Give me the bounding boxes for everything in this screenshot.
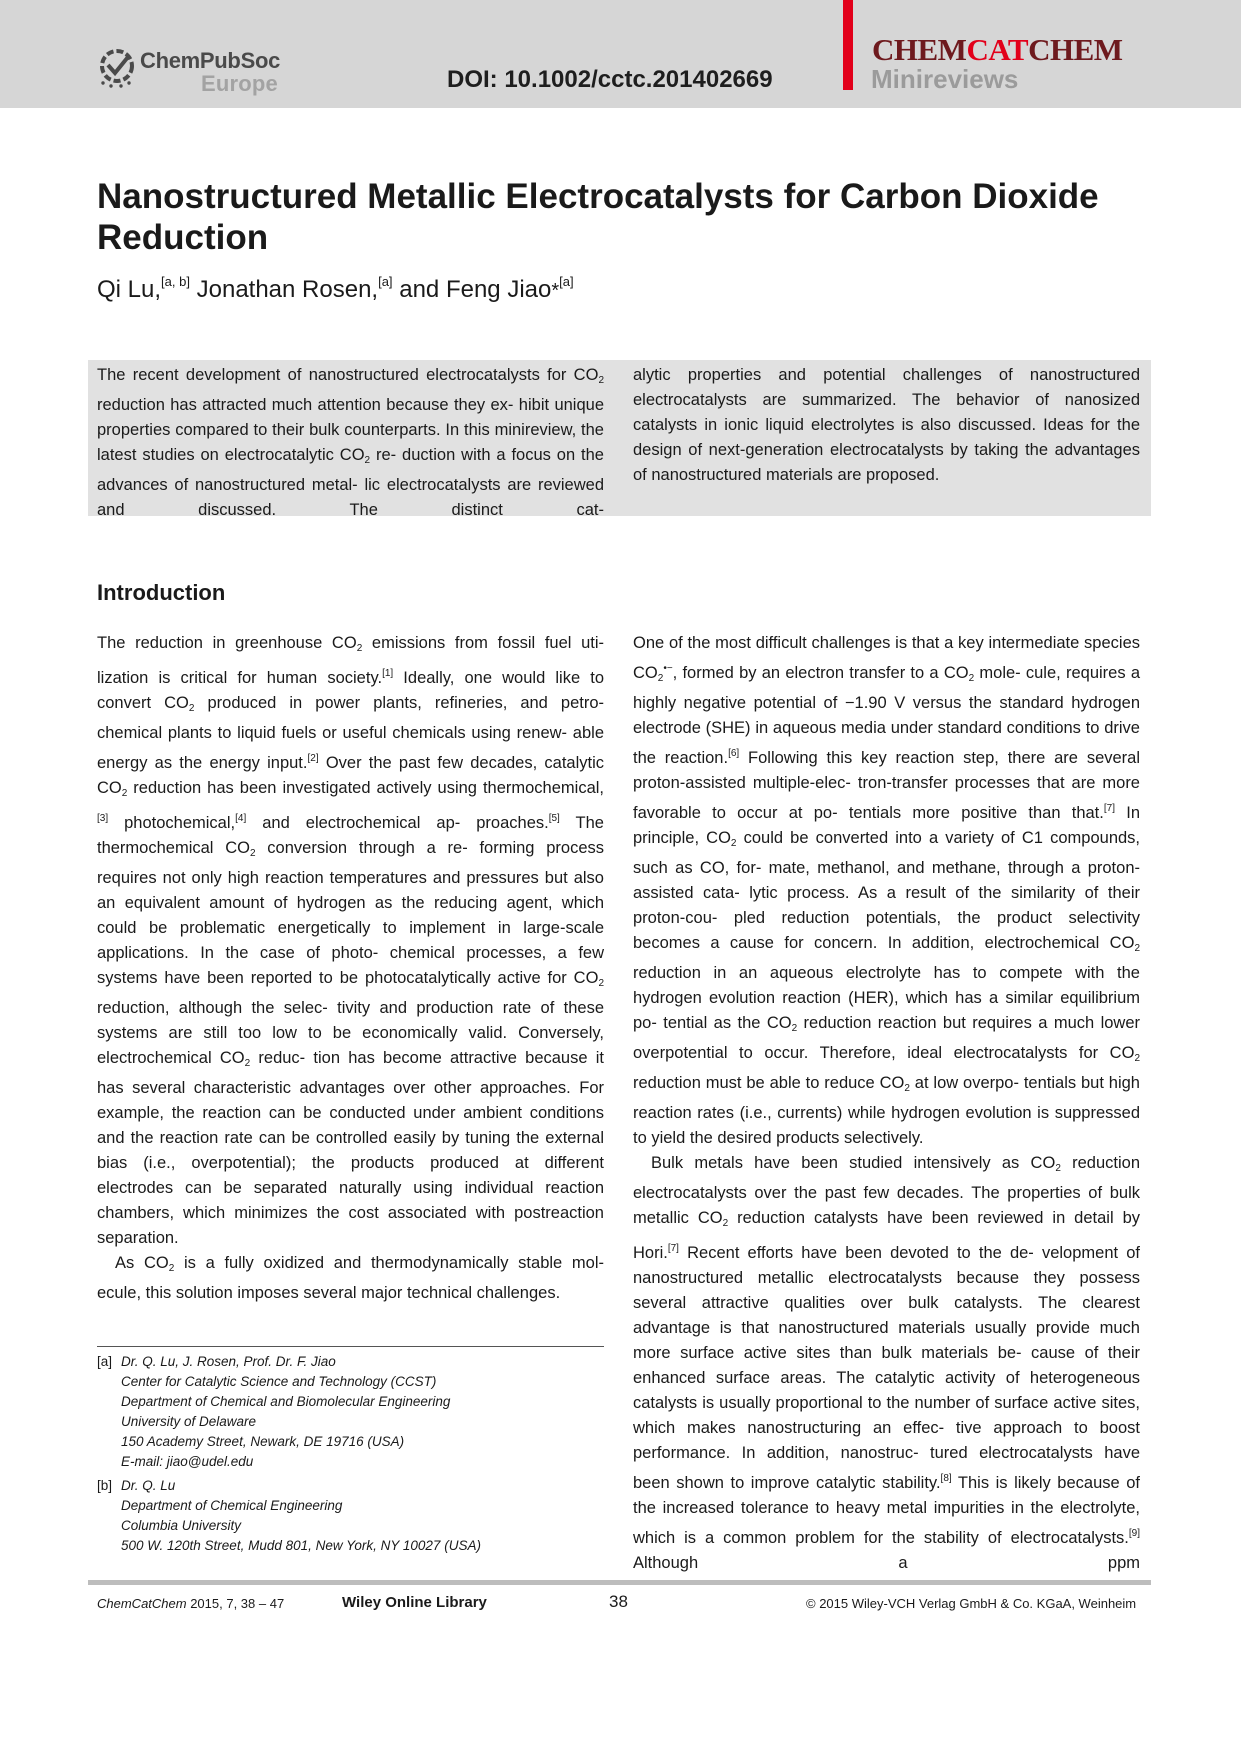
footnote-line: University of Delaware <box>121 1414 257 1429</box>
footnote-line: Center for Catalytic Science and Technology (CCST) <box>121 1374 437 1389</box>
journal-title-part2: CAT <box>966 32 1029 67</box>
footnote-line: Department of Chemical Engineering <box>121 1498 343 1513</box>
page-number: 38 <box>609 1592 628 1611</box>
journal-title-part3: CHEM <box>1028 32 1123 67</box>
author-affiliation: [a] <box>378 274 393 289</box>
author-affiliation: [a, b] <box>161 274 190 289</box>
corresponding-author-mark: * <box>551 280 560 302</box>
journal-title <box>872 32 1123 68</box>
journal-accent-bar <box>843 0 853 90</box>
publisher-logo <box>97 46 297 96</box>
body-paragraph: Bulk metals have been studied intensively as $CO_2$ reduction electrocatalysts over the past few decades. The properties of bulk metallic $CO_2$ reduction catalysts have been reviewed in detail by Hori.[7] Recent efforts have been devoted to the de- velopment of nanostructured metallic electrocatalysts because they possess several attractive qualities over bulk catalysts. The clearest advantage is that nanostructured materials usually provide much more surface active sites than bulk materials be- cause of their enhanced surface areas. The catalytic activity of heterogeneous catalysts is usually proportional to the number of surface active sites, which makes nanostructuring an effec- tive approach to boost performance. In addition, nanostruc- tured electrocatalysts have been shown to improve catalytic stability.[8] This is likely because of the increased tolerance to heavy metal impurities in the electrolyte, which is a common problem for the stability of electrocatalysts.[9] Although a ppm <box>633 1154 1140 1572</box>
footnote-line: Department of Chemical and Biomolecular Engineering <box>121 1394 451 1409</box>
copyright-notice: © 2015 Wiley-VCH Verlag GmbH & Co. KGaA, Weinheim <box>806 1596 1137 1611</box>
article-section: Minireviews <box>871 64 1019 94</box>
footnote-line: 500 W. 120th Street, Mudd 801, New York, NY 10027 (USA) <box>121 1538 481 1553</box>
footer-rule <box>88 1580 1151 1585</box>
body-right-column <box>633 631 1140 1576</box>
wiley-online-library-link[interactable]: Wiley Online Library <box>342 1594 487 1611</box>
footnote-tag: [a] <box>97 1354 113 1369</box>
author-affiliation: [a] <box>559 274 574 289</box>
footnote-line: 150 Academy Street, Newark, DE 19716 (USA) <box>121 1434 405 1449</box>
publisher-region: Europe <box>201 71 278 96</box>
body-paragraph: One of the most difficult challenges is that a key intermediate species $CO_2^{•-}$, formed by an electron transfer to a $CO_2$ mole- cule, requires a highly negative potential of −1.90 V versus the standard hydrogen electrode (SHE) in aqueous media under standard conditions to drive the reaction.[6] Following this key reaction step, there are several proton-assisted multiple-elec- tron-transfer processes that are more favorable to occur at po- tentials more positive than that.[7] In principle, $CO_2$ could be converted into a variety of C1 compounds, such as CO, for- mate, methanol, and methane, through a proton-assisted cata- lytic process. As a result of the similarity of their proton-cou- pled reduction potentials, the product selectivity becomes a cause for concern. In addition, electrochemical $CO_2$ reduction in an aqueous electrolyte has to compete with the hydrogen evolution reaction (HER), which has a similar equilibrium po- tential as the $CO_2$ reduction reaction but requires a much lower overpotential to occur. Therefore, ideal electrocatalysts for $CO_2$ reduction must be able to reduce $CO_2$ at low overpo- tentials but high reaction rates (i.e., currents) while hydrogen evolution is suppressed to yield the desired products selectively. <box>633 634 1141 1147</box>
footnote-email[interactable]: E-mail: jiao@udel.edu <box>121 1454 254 1469</box>
footnote-tag: [b] <box>97 1478 113 1493</box>
footnote-rule <box>97 1346 604 1347</box>
body-paragraph: The reduction in greenhouse $CO_2$ emissions from fossil fuel uti- lization is critical for human society.[1] Ideally, one would like to convert $CO_2$ produced in power plants, refineries, and petro- chemical plants to liquid fuels or useful chemicals using renew- able energy as the energy input.[2] Over the past few decades, catalytic $CO_2$ reduction has been investigated actively using thermochemical,[3] photochemical,[4] and electrochemical ap- proaches.[5] The thermochemical $CO_2$ conversion through a re- forming process requires not only high reaction temperatures and pressures but also an equivalent amount of hydrogen as the reducing agent, which could be problematic energetically to implement in large-scale applications. In the case of photo- chemical processes, a few systems have been reported to be photocatalytically active for $CO_2$ reduction, although the selec- tivity and production rate of these systems are still too low to be economically valid. Conversely, electrochemical $CO_2$ reduc- tion has become attractive because it has several characteristic advantages over other approaches. For example, the reaction can be conducted under ambient conditions and the reaction rate can be controlled easily by tuning the external bias (i.e., overpotential); the products produced at different electrodes can be separated naturally using individual reaction chambers, which minimizes the cost associated with postreaction separation. <box>97 634 605 1247</box>
footnote-b <box>97 1476 604 1556</box>
footer-volume: 2015, 7, 38 – 47 <box>186 1596 285 1611</box>
footer-citation <box>97 1596 284 1611</box>
author-list <box>97 274 574 304</box>
footnote-line: Columbia University <box>121 1518 242 1533</box>
abstract-right-column: alytic properties and potential challenges of nanostructured electrocatalysts are summarized. The behavior of nanosized catalysts in ionic liquid electrolytes is also discussed. Ideas for the design of next-generation electrocatalysts by taking the advantages of nanostructured materials are proposed. <box>633 366 1140 484</box>
author-name: Qi Lu, <box>97 276 162 303</box>
affiliation-footnotes <box>97 1352 604 1560</box>
doi: DOI: 10.1002/cctc.201402669 <box>447 66 773 93</box>
introduction-heading: Introduction <box>97 580 226 605</box>
journal-title-part1: CHEM <box>872 32 967 67</box>
footnote-line: Dr. Q. Lu <box>121 1478 176 1493</box>
publisher-name: ChemPubSoc <box>140 48 281 73</box>
author-name: and Feng Jiao <box>392 276 552 303</box>
body-left-column <box>97 631 604 1306</box>
author-name: Jonathan Rosen, <box>189 276 379 303</box>
footer-journal: ChemCatChem <box>97 1596 187 1611</box>
body-paragraph: As $CO_2$ is a fully oxidized and thermodynamically stable mol- ecule, this solution imposes several major technical challenges. <box>97 1254 604 1302</box>
footnote-a <box>97 1352 604 1472</box>
footnote-line: Dr. Q. Lu, J. Rosen, Prof. Dr. F. Jiao <box>121 1354 336 1369</box>
chempubsoc-logo-icon <box>97 46 137 88</box>
article-title: Nanostructured Metallic Electrocatalysts for Carbon Dioxide Reduction <box>97 177 1099 257</box>
abstract-left-column: The recent development of nanostructured electrocatalysts for $CO_2$ reduction has attracted much attention because they ex- hibit unique properties compared to their bulk counterparts. In this minireview, the latest studies on electrocatalytic $CO_2$ re- duction with a focus on the advances of nanostructured metal- lic electrocatalysts are reviewed and discussed. The distinct cat- <box>97 366 604 519</box>
